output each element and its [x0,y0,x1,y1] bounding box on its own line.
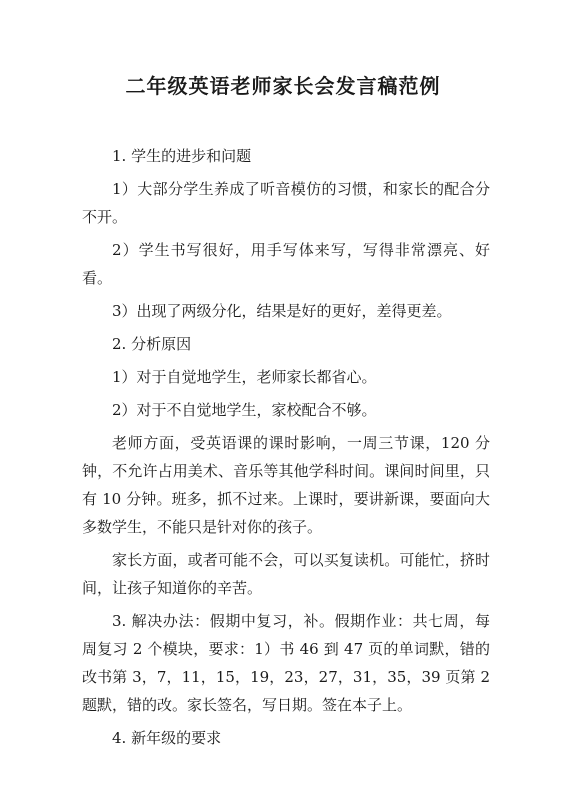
paragraph-heading-3: 3. 解决办法：假期中复习，补。假期作业：共七周，每周复习 2 个模块，要求：1）书 46 到 47 页的单词默，错的改书第 3，7，11，15，19，23，27，31，35，39 页第 2 题默，错的改。家长签名，写日期。签在本子上。 [82,612,490,714]
document-body [82,142,490,757]
paragraph-teacher-side: 老师方面，受英语课的课时影响，一周三节课，120 分钟，不允许占用美术、音乐等其他学科时间。课间时间里，只有 10 分钟。班多，抓不过来。上课时，要讲新课，要面向大多数学生，不能只是针对你的孩子。 [82,434,490,536]
paragraph-item: 2）学生书写很好，用手写体来写，写得非常漂亮、好看。 [82,241,490,287]
paragraph-item: 1）对于自觉地学生，老师家长都省心。 [112,368,377,386]
document-title: 二年级英语老师家长会发言稿范例 [125,74,441,98]
paragraph-item: 2）对于不自觉地学生，家校配合不够。 [112,401,377,419]
paragraph-heading-1: 1. 学生的进步和问题 [112,147,252,165]
paragraph-item: 1）大部分学生养成了听音模仿的习惯，和家长的配合分不开。 [82,180,490,226]
paragraph-parent-side: 家长方面，或者可能不会，可以买复读机。可能忙，挤时间，让孩子知道你的辛苦。 [82,551,490,597]
paragraph-heading-2: 2. 分析原因 [112,335,192,353]
paragraph-item: 3）出现了两级分化，结果是好的更好，差得更差。 [112,302,452,320]
paragraph-heading-4: 4. 新年级的要求 [112,729,222,747]
